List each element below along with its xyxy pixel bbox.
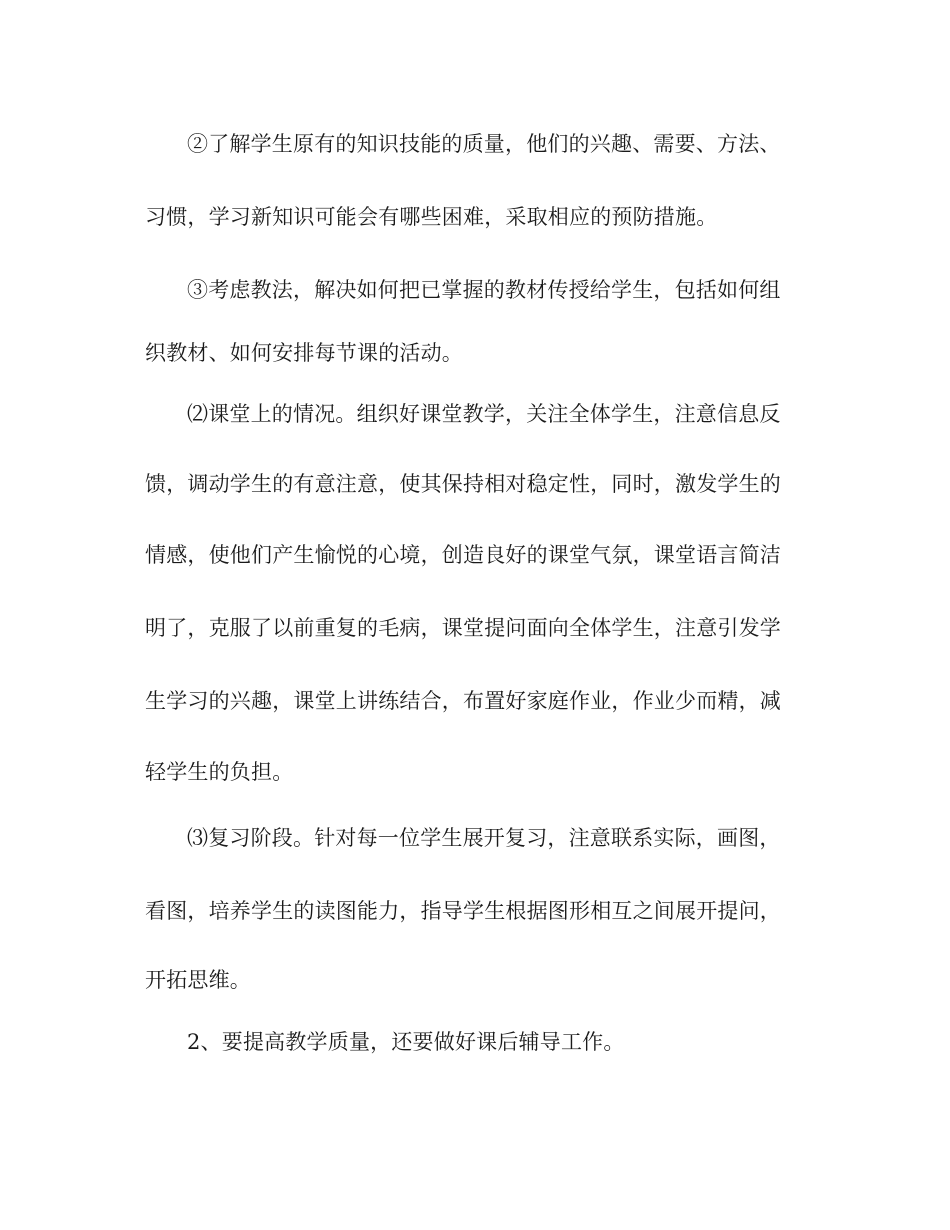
paragraph-line: 明了，克服了以前重复的毛病，课堂提问面向全体学生，注意引发学 — [145, 616, 781, 640]
paragraph-line: 轻学生的负担。 — [145, 760, 294, 784]
paragraph-line: ③考虑教法，解决如何把已掌握的教材传授给学生，包括如何组 — [187, 278, 781, 302]
paragraph-line: 看图，培养学生的读图能力，指导学生根据图形相互之间展开提问， — [145, 899, 781, 923]
paragraph-line: 习惯，学习新知识可能会有哪些困难，采取相应的预防措施。 — [145, 205, 718, 229]
paragraph-line: ⑵课堂上的情况。组织好课堂教学，关注全体学生，注意信息反 — [187, 402, 781, 426]
paragraph-line: 情感，使他们产生愉悦的心境，创造良好的课堂气氛，课堂语言简洁 — [145, 543, 781, 567]
paragraph-line: 开拓思维。 — [145, 968, 251, 992]
paragraph-line: ⑶复习阶段。针对每一位学生展开复习，注意联系实际，画图， — [187, 826, 781, 850]
paragraph-line: 馈，调动学生的有意注意，使其保持相对稳定性，同时，激发学生的 — [145, 472, 781, 496]
paragraph-line: ②了解学生原有的知识技能的质量，他们的兴趣、需要、方法、 — [187, 132, 781, 156]
paragraph-line: 生学习的兴趣，课堂上讲练结合，布置好家庭作业，作业少而精，减 — [145, 689, 781, 713]
paragraph-line: 织教材、如何安排每节课的活动。 — [145, 341, 463, 365]
paragraph-line: 2、要提高教学质量，还要做好课后辅导工作。 — [187, 1030, 625, 1054]
